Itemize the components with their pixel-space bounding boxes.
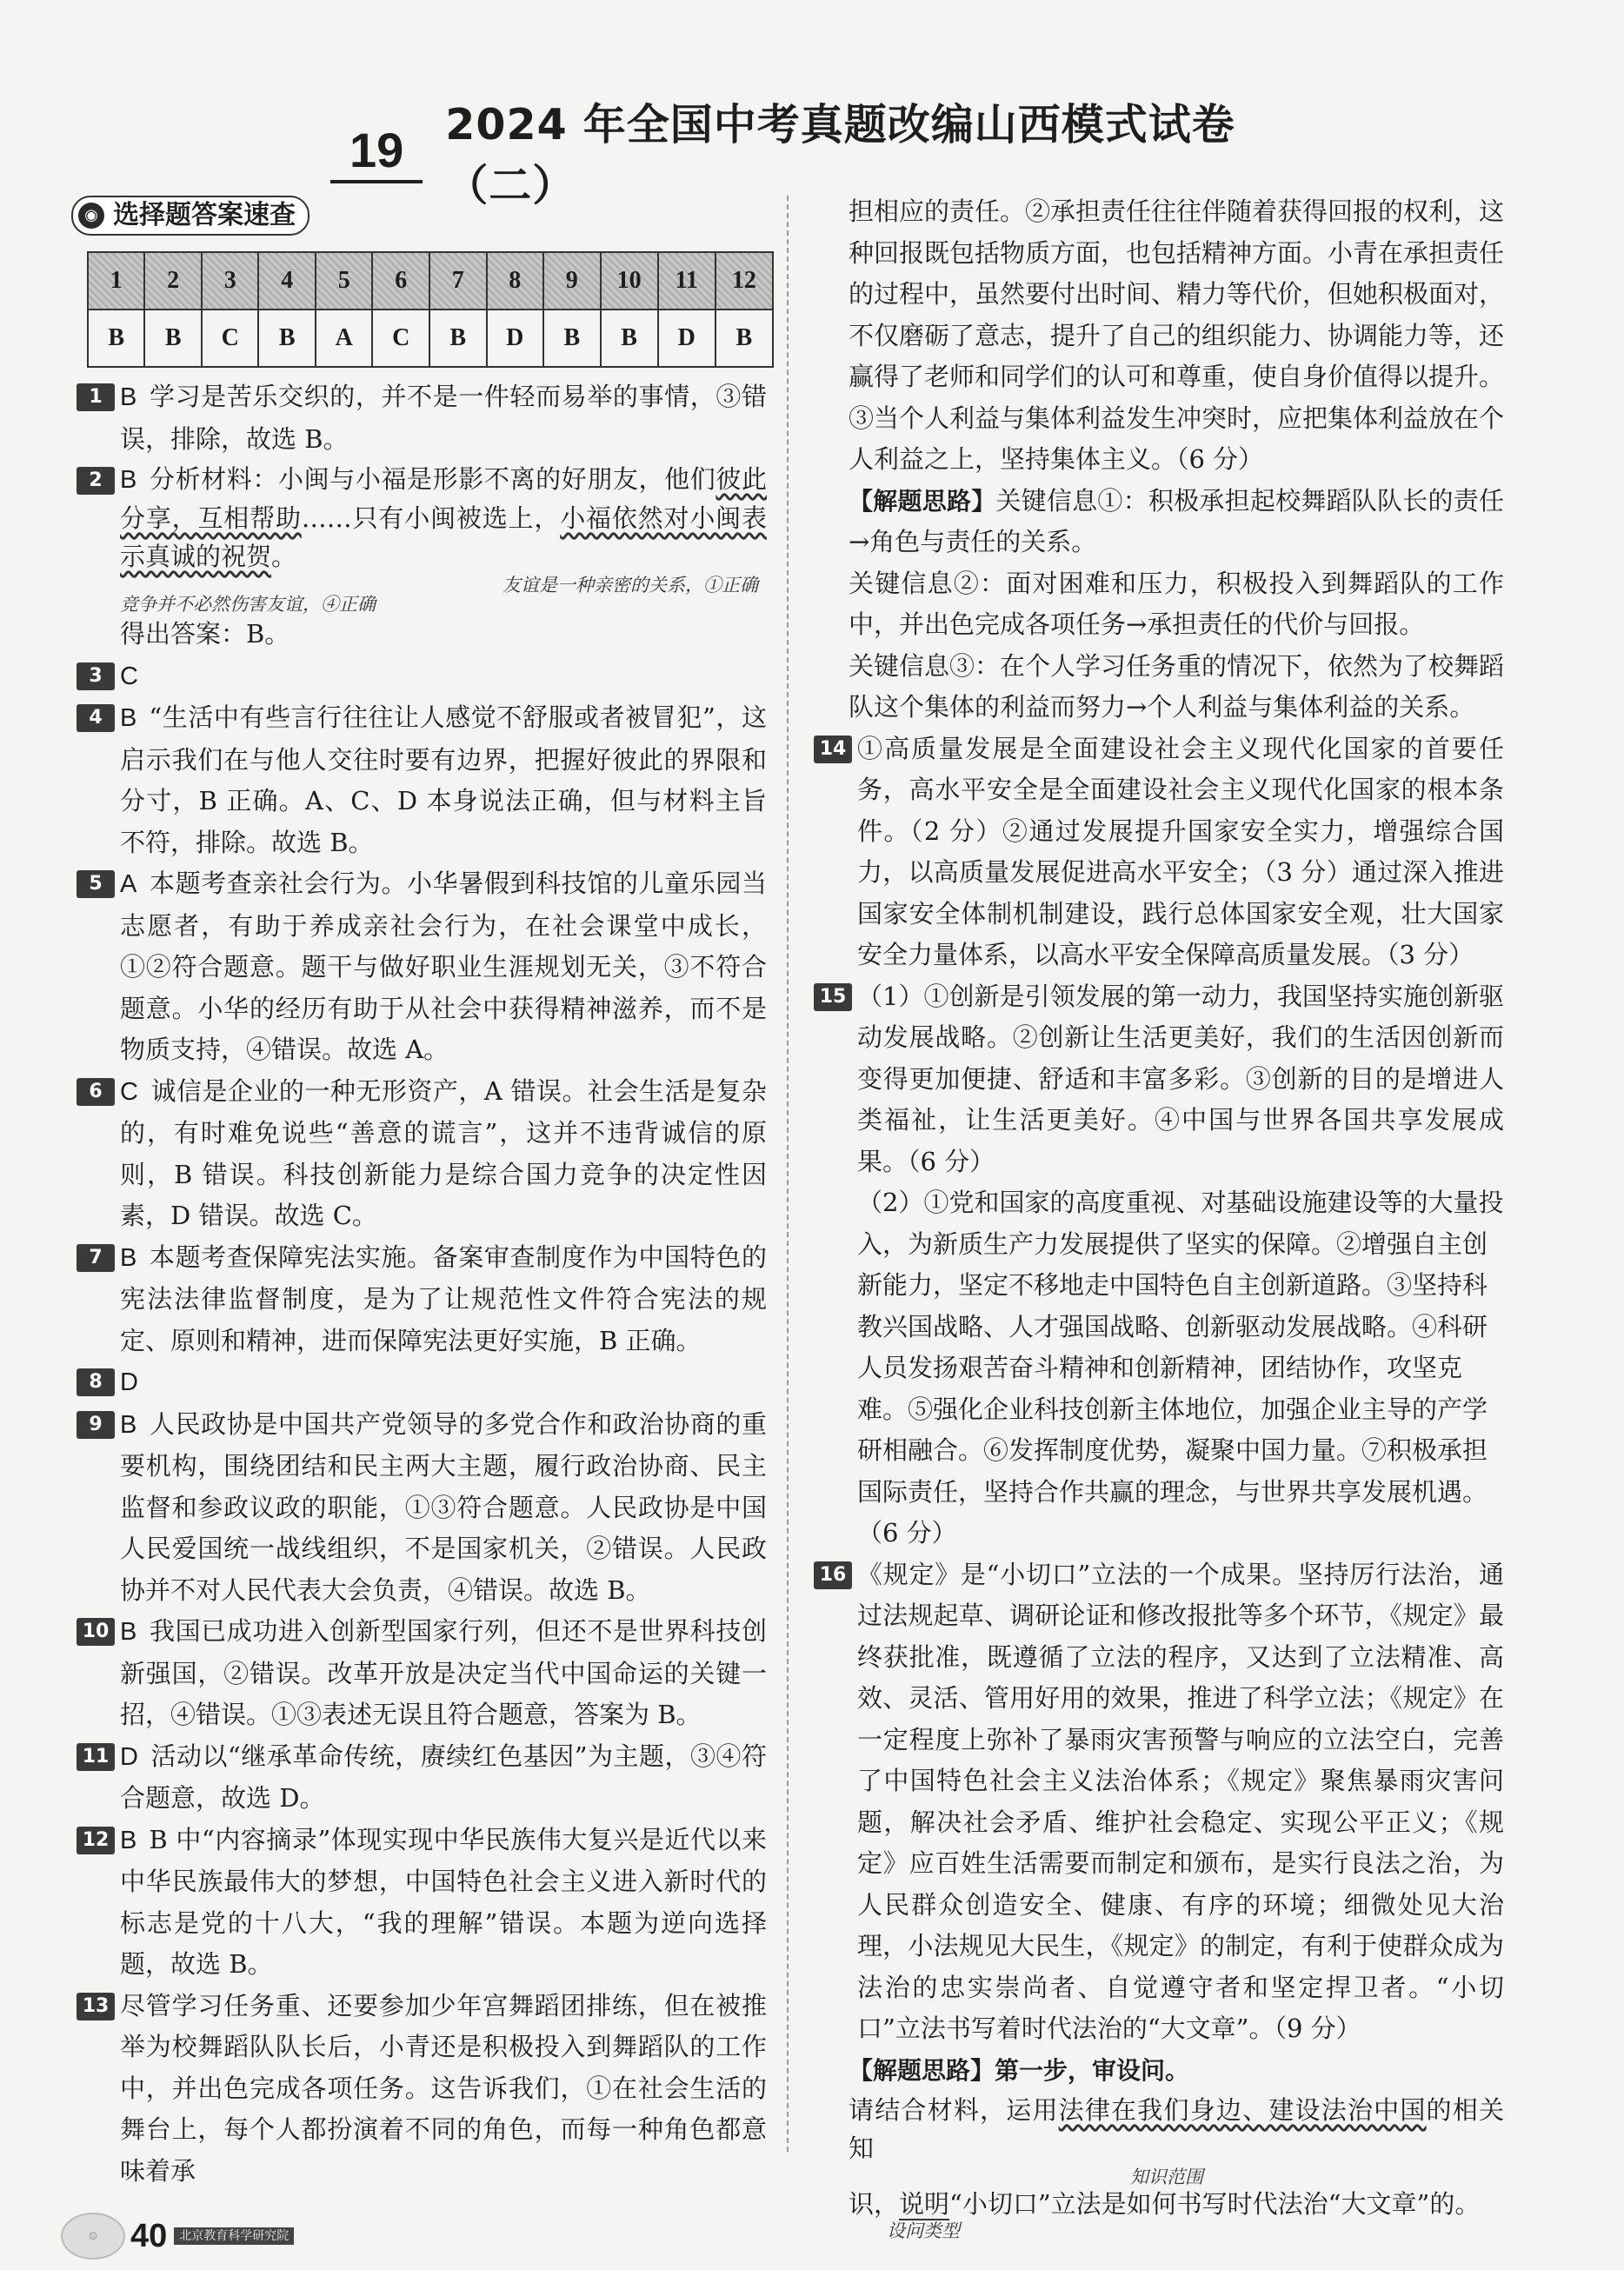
answer-table-qnum: 12	[715, 252, 773, 310]
answer-table-answer: B	[429, 310, 486, 367]
answer-table-answer: B	[543, 310, 600, 367]
answer-table-qnum: 7	[429, 252, 486, 310]
question-number-badge: 12	[77, 1827, 115, 1854]
question-5: 5 A 本题考查亲社会行为。小华暑假到科技馆的儿童乐园当志愿者，有助于养成亲社会行为，在社会课堂中成长，①②符合题意。题干与做好职业生涯规划无关，③不符合题意。小华的经历有助于从社会中获得精神滋养，而不是物质支持，④错误。故选 A。	[71, 863, 767, 1071]
answer-table-answer: D	[487, 310, 544, 367]
question-number-badge: 13	[77, 1993, 115, 2020]
question-7: 7 B 本题考查保障宪法实施。备案审查制度作为中国特色的宪法法律监督制度，是为了让规范性文件符合宪法的规定、原则和精神，进而保障宪法更好实施，B 正确。	[71, 1237, 767, 1362]
question-number-badge: 3	[77, 662, 115, 690]
answer-table-answer: C	[202, 310, 259, 367]
answer-table-answer-row	[88, 310, 773, 367]
question-number-badge: 8	[77, 1368, 115, 1396]
handwritten-note-question-type: 设问类型	[887, 2220, 960, 2241]
question-answer-letter: B	[120, 1410, 137, 1439]
column-divider	[787, 196, 789, 2152]
page-number: 40	[130, 2217, 168, 2254]
question-15: 15 （1）①创新是引领发展的第一动力，我国坚持实施创新驱动发展战略。②创新让生活更美好，我们的生活因创新而变得更加便捷、舒适和丰富多彩。③创新的目的是增进人类福祉，让生活更美好。④中国与世界各国共享发展成果。（6 分）	[809, 976, 1504, 1183]
question-answer-letter: B	[120, 704, 137, 732]
left-column: ◉ 选择题答案速查 1 2 3 4 5 6 7 8 9 10 11 12 B B C B A C B D B B D B 1 B 学习是苦乐交织的，并不是一件轻而易举的事情，③错误，排除，故选 B。 2 B 分析材料：小闽与小福是形影不离的好朋友，他们彼此分享，互相帮助……只有小闽被选上，小福依然对小闽表示真诚的祝贺。 友谊是一种亲密的关系，①正确 竞争并不必然伤害友谊，④正确 得出答案：B。 3 C 4 B “生活中有些言行往往让人感觉不舒服或者被冒犯”，这启示我们在与他人交往时要有边界，把握好彼此的界限和分寸，B 正确。A、C、D 本身说法正确，但与材料主旨不符，排除。故选 B。 5 A 本题考查亲社会行为。小华暑假到科技馆的儿童乐园当志愿者，有助于养成亲社会行为，在社会课堂中成长，①②符合题意。题干与做好职业生涯规划无关，③不符合题意。小华的经历有助于从社会中获得精神滋养，而不是物质支持，④错误。故选 A。 6 C 诚信是企业的一种无形资产，A 错误。社会生活是复杂的，有时难免说些“善意的谎言”，这并不违背诚信的原则，B 错误。科技创新能力是综合国力竞争的决定性因素，D 错误。故选 C。 7 B 本题考查保障宪法实施。备案审查制度作为中国特色的宪法法律监督制度，是为了让规范性文件符合宪法的规定、原则和精神，进而保障宪法更好实施，B 正确。 8 D 9 B 人民政协是中国共产党领导的多党合作和政治协商的重要机构，围绕团结和民主两大主题，履行政治协商、民主监督和参政议政的职能，①③符合题意。人民政协是中国人民爱国统一战线组织，不是国家机关，②错误。人民政协并不对人民代表大会负责，④错误。故选 B。 10 B 我国已成功进入创新型国家行列，但还不是世界科技创新强国，②错误。改革开放是决定当代中国命运的关键一招，④错误。①③表述无误且符合题意，答案为 B。 11 D 活动以“继承革命传统，赓续红色基因”为主题，③④符合题意，故选 D。 12 B B 中“内容摘录”体现实现中华民族伟大复兴是近代以来中华民族最伟大的梦想，中国特色社会主义进入新时代的标志是党的十八大，“我的理解”错误。本题为逆向选择题，故选 B。 13 尽管学习任务重、还要参加少年宫舞蹈团排练，但在被推举为校舞蹈队队长后，小青还是积极投入到舞蹈队的工作中，并出色完成各项任务。这告诉我们，①在社会生活的舞台上，每个人都扮演着不同的角色，而每一种角色都意味着承	[71, 191, 767, 2192]
question-number-badge: 1	[77, 383, 115, 411]
question-answer-letter: B	[120, 383, 137, 411]
answer-table-answer: B	[88, 310, 144, 367]
question-answer-letter: B	[120, 1826, 137, 1854]
question-number-badge: 14	[814, 736, 852, 763]
question-1: 1 B 学习是苦乐交织的，并不是一件轻而易举的事情，③错误，排除，故选 B。	[71, 376, 767, 460]
answer-table-qnum: 2	[144, 252, 201, 310]
page-title	[330, 100, 1330, 210]
answer-table-answer: C	[372, 310, 429, 367]
answer-table-qnum: 3	[202, 252, 259, 310]
answer-table-answer: A	[316, 310, 373, 367]
brand-label: 北京教育科学研究院	[174, 2227, 294, 2245]
answer-table-header-row	[88, 252, 773, 310]
question-answer-letter: D	[120, 1368, 138, 1396]
question-16: 16 《规定》是“小切口”立法的一个成果。坚持厉行法治，通过法规起草、调研论证和修改报批等多个环节，《规定》最终获批准，既遵循了立法的程序，又达到了立法精准、高效、灵活、管用好用的效果，推进了科学立法；《规定》在一定程度上弥补了暴雨灾害预警与响应的立法空白，完善了中国特色社会主义法治体系；《规定》聚焦暴雨灾害问题，解决社会矛盾、维护社会稳定、实现公平正义；《规定》应百姓生活需要而制定和颁布，是实行良法之治，为人民群众创造安全、健康、有序的环境；细微处见大治理，小法规见大民生，《规定》的制定，有利于使群众成为法治的忠实崇尚者、自觉遵守者和坚定捍卫者。“小切口”立法书写着时代法治的“大文章”。（9 分）	[809, 1554, 1504, 2050]
question-number-badge: 5	[77, 870, 115, 898]
question-3	[71, 656, 767, 698]
page-footer	[61, 2213, 294, 2260]
answer-table-answer: B	[144, 310, 201, 367]
question-answer-letter: A	[120, 870, 137, 898]
question-number-badge: 11	[77, 1743, 115, 1771]
question-number-badge: 15	[814, 983, 852, 1011]
question-number-badge: 2	[77, 467, 115, 495]
question-answer-letter: B	[120, 1243, 137, 1272]
handwritten-note-1: 友谊是一种亲密的关系，①正确	[503, 575, 758, 596]
question-number-badge: 6	[77, 1078, 115, 1106]
question-number-badge: 4	[77, 704, 115, 732]
question-13-continued: 担相应的责任。②承担责任往往伴随着获得回报的权利，这种回报既包括物质方面，也包括精神方面。小青在承担责任的过程中，虽然要付出时间、精力等代价，但她积极面对，不仅磨砺了意志，提升了自己的组织能力、协调能力等，还赢得了老师和同学们的认可和尊重，使自身价值得以提升。③当个人利益与集体利益发生冲突时，应把集体利益放在个人利益之上，坚持集体主义。（6 分）	[849, 196, 1505, 474]
answer-table-qnum: 10	[601, 252, 658, 310]
question-2: 2 B 分析材料：小闽与小福是形影不离的好朋友，他们彼此分享，互相帮助……只有小闽被选上，小福依然对小闽表示真诚的祝贺。	[71, 460, 767, 576]
mascot-logo: ☺	[61, 2213, 125, 2260]
paper-number: 19	[330, 121, 423, 183]
answer-table-answer: D	[658, 310, 715, 367]
question-4: 4 B “生活中有些言行往往让人感觉不舒服或者被冒犯”，这启示我们在与他人交往时要有边界，把握好彼此的界限和分寸，B 正确。A、C、D 本身说法正确，但与材料主旨不符，排除。故选 B。	[71, 697, 767, 863]
right-column: 担相应的责任。②承担责任往往伴随着获得回报的权利，这种回报既包括物质方面，也包括精神方面。小青在承担责任的过程中，虽然要付出时间、精力等代价，但她积极面对，不仅磨砺了意志，提升了自己的组织能力、协调能力等，还赢得了老师和同学们的认可和尊重，使自身价值得以提升。③当个人利益与集体利益发生冲突时，应把集体利益放在个人利益之上，坚持集体主义。（6 分） 【解题思路】关键信息①：积极承担起校舞蹈队队长的责任→角色与责任的关系。 关键信息②：面对困难和压力，积极投入到舞蹈队的工作中，并出色完成各项任务→承担责任的代价与回报。 关键信息③：在个人学习任务重的情况下，依然为了校舞蹈队这个集体的利益而努力→个人利益与集体利益的关系。 14 ①高质量发展是全面建设社会主义现代化国家的首要任务，高水平安全是全面建设社会主义现代化国家的根本条件。（2 分）②通过发展提升国家安全实力，增强综合国力，以高质量发展促进高水平安全；（3 分）通过深入推进国家安全体制机制建设，践行总体国家安全观，壮大国家安全力量体系，以高水平安全保障高质量发展。（3 分） 15 （1）①创新是引领发展的第一动力，我国坚持实施创新驱动发展战略。②创新让生活更美好，我们的生活因创新而变得更加便捷、舒适和丰富多彩。③创新的目的是增进人类福祉，让生活更美好。④中国与世界各国共享发展成果。（6 分） （2）①党和国家的高度重视、对基础设施建设等的大量投入，为新质生产力发展提供了坚实的保障。②增强自主创新能力，坚定不移地走中国特色自主创新道路。③坚持科教兴国战略、人才强国战略、创新驱动发展战略。④科研人员发扬艰苦奋斗精神和创新精神，团结协作，攻坚克难。⑤强化企业科技创新主体地位，加强企业主导的产学研相融合。⑥发挥制度优势，凝聚中国力量。⑦积极承担国际责任，坚持合作共赢的理念，与世界共享发展机遇。（6 分） 16 《规定》是“小切口”立法的一个成果。坚持厉行法治，通过法规起草、调研论证和修改报批等多个环节，《规定》最终获批准，既遵循了立法的程序，又达到了立法精准、高效、灵活、管用好用的效果，推进了科学立法；《规定》在一定程度上弥补了暴雨灾害预警与响应的立法空白，完善了中国特色社会主义法治体系；《规定》聚焦暴雨灾害问题，解决社会矛盾、维护社会稳定、实现公平正义；《规定》应百姓生活需要而制定和颁布，是实行良法之治，为人民群众创造安全、健康、有序的环境；细微处见大治理，小法规见大民生，《规定》的制定，有利于使群众成为法治的忠实崇尚者、自觉遵守者和坚定捍卫者。“小切口”立法书写着时代法治的“大文章”。（9 分） 【解题思路】第一步，审设问。 请结合材料，运用法律在我们身边、建设法治中国的相关知 知识范围 识，说明“小切口”立法是如何书写时代法治“大文章”的。 设问类型	[809, 191, 1504, 2240]
question-13: 13 尽管学习任务重、还要参加少年宫舞蹈团排练，但在被推举为校舞蹈队队长后，小青还是积极投入到舞蹈队的工作中，并出色完成各项任务。这告诉我们，①在社会生活的舞台上，每个人都扮演着不同的角色，而每一种角色都意味着承	[71, 1986, 767, 2193]
question-answer-letter: B	[120, 466, 137, 494]
question-answer-letter: C	[120, 1077, 138, 1106]
answer-table-qnum: 9	[543, 252, 600, 310]
question-8	[71, 1361, 767, 1404]
question-9: 9 B 人民政协是中国共产党领导的多党合作和政治协商的重要机构，围绕团结和民主两大主题，履行政治协商、民主监督和参政议政的职能，①③符合题意。人民政协是中国人民爱国统一战线组织，不是国家机关，②错误。人民政协并不对人民代表大会负责，④错误。故选 B。	[71, 1404, 767, 1612]
answer-table-qnum: 1	[88, 252, 144, 310]
handwritten-note-knowledge: 知识范围	[1130, 2167, 1203, 2187]
question-number-badge: 10	[77, 1618, 115, 1646]
answer-table-qnum: 6	[372, 252, 429, 310]
answer-table-qnum: 4	[258, 252, 315, 310]
question-answer-letter: B	[120, 1618, 137, 1646]
answer-table-qnum: 11	[658, 252, 715, 310]
answer-key-icon: ◉	[78, 203, 104, 229]
paper-title: 2024 年全国中考真题改编山西模式试卷（二）	[445, 100, 1235, 210]
question-answer-letter: C	[120, 662, 138, 690]
answer-table-qnum: 8	[487, 252, 544, 310]
answer-section-header: ◉ 选择题答案速查	[71, 196, 309, 236]
question-14: 14 ①高质量发展是全面建设社会主义现代化国家的首要任务，高水平安全是全面建设社会主义现代化国家的根本条件。（2 分）②通过发展提升国家安全实力，增强综合国力，以高质量发展促进高水平安全；（3 分）通过深入推进国家安全体制机制建设，践行总体国家安全观，壮大国家安全力量体系，以高水平安全保障高质量发展。（3 分）	[809, 729, 1504, 976]
question-number-badge: 16	[814, 1561, 852, 1589]
answer-table-answer: B	[258, 310, 315, 367]
question-number-badge: 9	[77, 1411, 115, 1439]
question-6: 6 C 诚信是企业的一种无形资产，A 错误。社会生活是复杂的，有时难免说些“善意的谎言”，这并不违背诚信的原则，B 错误。科技创新能力是综合国力竞争的决定性因素，D 错误。故选 C。	[71, 1071, 767, 1237]
answer-table-qnum: 5	[316, 252, 373, 310]
question-answer-letter: D	[120, 1742, 138, 1771]
question-number-badge: 7	[77, 1244, 115, 1272]
answer-table-answer: B	[601, 310, 658, 367]
answer-table	[87, 251, 774, 368]
answer-table-answer: B	[715, 310, 773, 367]
question-10: 10 B 我国已成功进入创新型国家行列，但还不是世界科技创新强国，②错误。改革开放是决定当代中国命运的关键一招，④错误。①③表述无误且符合题意，答案为 B。	[71, 1611, 767, 1736]
question-11: 11 D 活动以“继承革命传统，赓续红色基因”为主题，③④符合题意，故选 D。	[71, 1736, 767, 1820]
question-12: 12 B B 中“内容摘录”体现实现中华民族伟大复兴是近代以来中华民族最伟大的梦想，中国特色社会主义进入新时代的标志是党的十八大，“我的理解”错误。本题为逆向选择题，故选 B。	[71, 1820, 767, 1986]
handwritten-note-2: 竞争并不必然伤害友谊，④正确	[120, 594, 376, 615]
